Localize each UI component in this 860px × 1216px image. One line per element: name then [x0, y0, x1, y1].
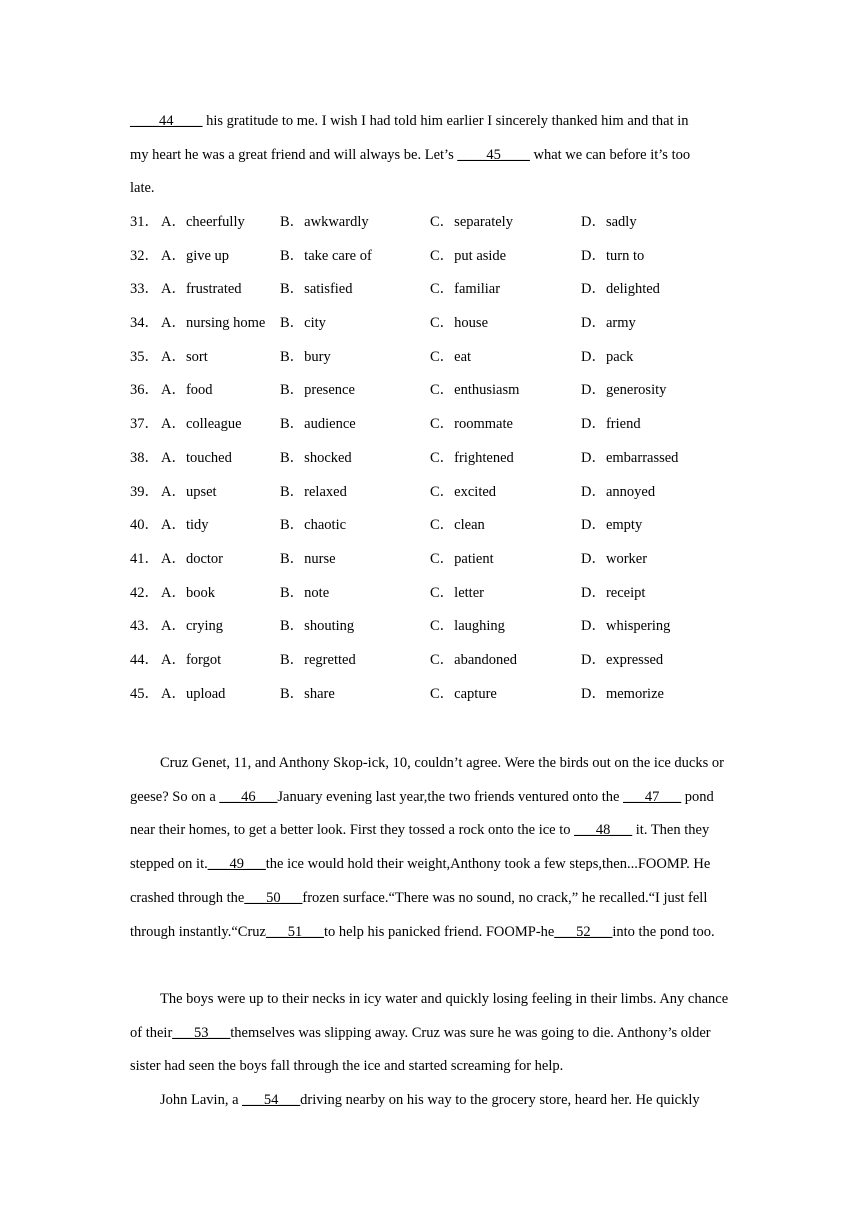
blank-53: ___53___ [172, 1024, 231, 1041]
question-number: 44． [130, 651, 159, 668]
option-d: D．receipt [581, 584, 646, 601]
passage-text: into the pond too. [612, 923, 715, 940]
option-b: B．regretted [280, 651, 356, 668]
option-d: D．annoyed [581, 483, 656, 500]
option-c: C．frightened [430, 449, 514, 466]
option-d: D．whispering [581, 618, 671, 635]
option-c: C．letter [430, 584, 484, 601]
option-b: B．nurse [280, 550, 336, 567]
blank-45: ____45____ [457, 146, 530, 163]
option-a: A．food [161, 382, 213, 399]
option-c: C．laughing [430, 618, 505, 635]
option-c: C．put aside [430, 247, 507, 264]
option-a: A．colleague [161, 416, 242, 433]
option-c: C．capture [430, 685, 497, 702]
option-b: B．shocked [280, 449, 352, 466]
option-a: A．sort [161, 348, 208, 365]
option-a: A．crying [161, 618, 224, 635]
option-a: A．nursing home [161, 315, 266, 332]
passage-text: it. Then they stepped on it. [130, 822, 710, 873]
passage2-paragraph-1 [130, 747, 730, 949]
passage-text: driving nearby on his way to the grocery store, heard her. He quickly [300, 1092, 700, 1108]
option-b: B．share [280, 685, 335, 702]
option-a: A．tidy [161, 517, 209, 534]
passage1-tail [130, 105, 730, 206]
option-b: B．satisfied [280, 281, 353, 298]
passage-text: pond near their homes, to get a better look. First they tossed a rock onto the ice to [130, 788, 714, 839]
option-c: C．eat [430, 348, 472, 365]
option-a: A．touched [161, 449, 232, 466]
question-number: 32． [130, 247, 159, 264]
question-number: 41． [130, 550, 159, 567]
option-b: B．take care of [280, 247, 372, 264]
option-d: D．sadly [581, 214, 637, 230]
option-b: B．bury [280, 348, 331, 365]
option-d: D．generosity [581, 382, 667, 399]
passage-text: themselves was slipping away. Cruz was sure he was going to die. Anthony’s older sister had seen the boys fall through the ice and started screaming for help. [130, 1024, 711, 1075]
option-a: A．forgot [161, 651, 222, 668]
question-number: 45． [130, 685, 159, 702]
passage-text: the ice would hold their weight,Anthony took a few steps,then...FOOMP. He crashed through the [130, 856, 711, 906]
option-c: C．familiar [430, 281, 501, 298]
blank-50: ___50___ [244, 889, 303, 906]
passage-text: Cruz Genet, 11, and Anthony Skop-ick, 10, couldn’t agree. Were the birds out on the ice ducks or geese? So on a [130, 755, 724, 805]
question-number: 31． [130, 214, 159, 230]
passage-text: John Lavin, a [160, 1092, 243, 1108]
option-b: B．shouting [280, 618, 355, 635]
option-a: A．frustrated [161, 281, 242, 298]
blank-52: ___52___ [554, 923, 613, 940]
option-d: D．friend [581, 416, 641, 433]
option-b: B．relaxed [280, 483, 347, 500]
question-number: 34． [130, 315, 159, 332]
option-d: D．pack [581, 348, 634, 365]
option-b: B．chaotic [280, 517, 347, 534]
option-d: D．delighted [581, 281, 660, 298]
option-b: B．presence [280, 382, 355, 399]
question-number: 40． [130, 517, 159, 534]
passage-text: to help his panicked friend. FOOMP-he [323, 923, 555, 940]
option-d: D．worker [581, 550, 648, 567]
option-d: D．embarrassed [581, 449, 679, 466]
option-c: C．abandoned [430, 651, 517, 668]
question-number: 39． [130, 483, 159, 500]
option-d: D．empty [581, 517, 643, 534]
blank-48: ___48___ [574, 822, 633, 839]
passage-text: his gratitude to me. I wish I had told him earlier I sincerely thanked him and that in [202, 113, 689, 129]
question-number: 33． [130, 281, 159, 298]
question-number: 35． [130, 348, 159, 365]
option-d: D．memorize [581, 685, 664, 702]
blank-44: ____44____ [130, 113, 203, 129]
option-a: A．book [161, 584, 215, 601]
option-a: A．cheerfully [161, 214, 245, 230]
passage-text: late. [130, 180, 155, 197]
question-number: 43． [130, 618, 159, 635]
option-b: B．audience [280, 416, 356, 433]
option-a: A．give up [161, 247, 230, 264]
question-number: 37． [130, 416, 159, 433]
option-a: A．upload [161, 685, 226, 702]
passage-text: January evening last year,the two friends ventured onto the [277, 788, 624, 805]
option-c: C．roommate [430, 416, 513, 433]
passage2-paragraph-2 [130, 983, 730, 1084]
option-c: C．excited [430, 483, 497, 500]
question-number: 38． [130, 449, 159, 466]
option-b: B．note [280, 584, 330, 601]
option-c: C．patient [430, 550, 494, 567]
option-c: C．separately [430, 214, 513, 230]
blank-46: ___46___ [219, 788, 278, 805]
blank-54: ___54___ [242, 1092, 301, 1108]
option-c: C．clean [430, 517, 485, 534]
option-d: D．army [581, 315, 636, 332]
passage-text: what we can before it’s too [529, 146, 691, 163]
passage2-paragraph-3 [130, 1084, 730, 1118]
blank-47: ___47___ [623, 788, 682, 805]
passage-text: The boys were up to their necks in icy water and quickly losing feeling in their limbs. Any chance of their [130, 991, 729, 1041]
option-c: C．house [430, 315, 488, 332]
option-d: D．turn to [581, 247, 645, 264]
option-a: A．doctor [161, 550, 224, 567]
blank-51: ___51___ [265, 923, 324, 940]
blank-49: ___49___ [207, 856, 266, 873]
question-number: 42． [130, 584, 159, 601]
question-number: 36． [130, 382, 159, 399]
option-a: A．upset [161, 483, 217, 500]
option-c: C．enthusiasm [430, 382, 520, 399]
option-b: B．city [280, 315, 326, 332]
option-d: D．expressed [581, 651, 664, 668]
option-b: B．awkwardly [280, 214, 369, 230]
passage-text: my heart he was a great friend and will always be. Let’s [130, 146, 458, 163]
passage-text: frozen surface.“There was no sound, no crack,” he recalled.“I just fell through instantly.“Cruz [130, 889, 708, 940]
